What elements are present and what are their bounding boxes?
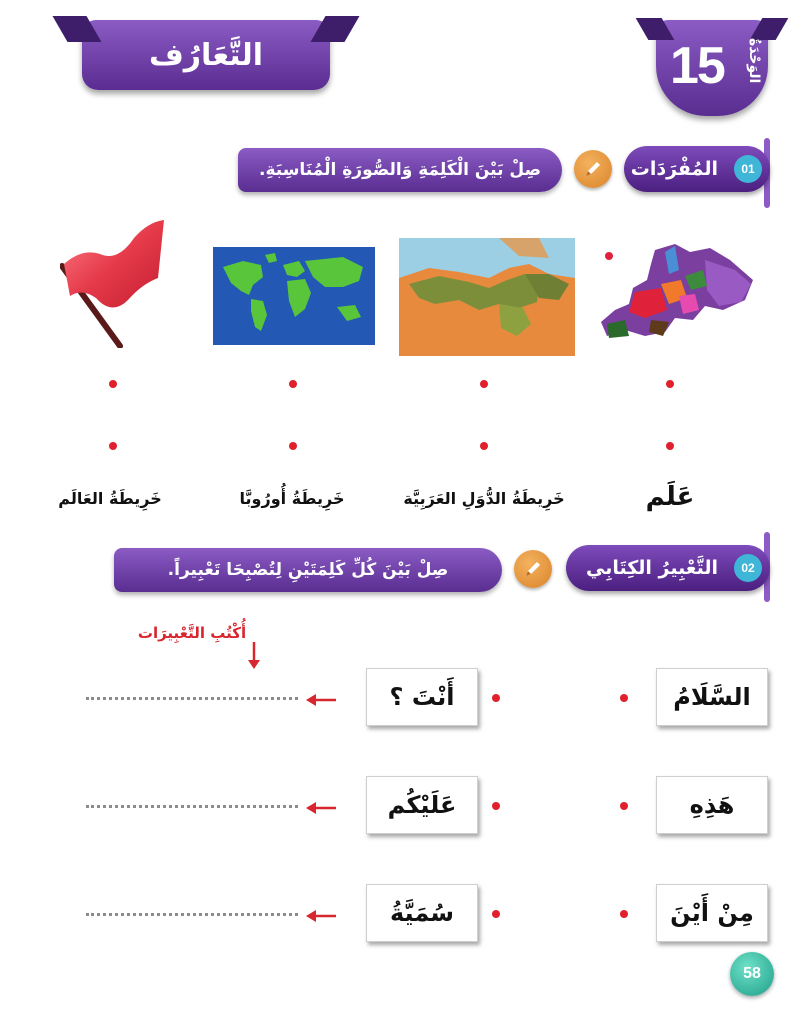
lesson-title: التَّعَارُف [148,37,264,73]
left-arrow-icon [306,694,336,706]
left-arrow-icon [306,802,336,814]
unit-number: 15 [670,37,724,95]
match-dot[interactable] [289,442,297,450]
match-dot[interactable] [289,380,297,388]
down-arrow-icon [247,642,261,670]
section-title: التَّعْبِيرُ الكِتَابِي [585,557,718,579]
world-map-image [213,247,375,345]
unit-label: الوَحْدَةُ [746,38,762,84]
instruction-banner [114,548,502,592]
word-europe-map: خَرِيطَةُ أُورُوبَّا [239,489,345,508]
word-flag: عَلَم [645,482,695,512]
match-dot[interactable] [492,802,500,810]
word-box-right: هَذِهِ [656,776,768,834]
match-dot[interactable] [480,380,488,388]
match-dot[interactable] [492,694,500,702]
pencil-icon [574,150,612,188]
word-box-right: السَّلَامُ [656,668,768,726]
europe-map-image [595,240,757,350]
match-dot[interactable] [492,910,500,918]
match-dot[interactable] [480,442,488,450]
word-arab-map: خَرِيطَةُ الدُّوَلِ العَرَبِيَّة [403,489,565,508]
match-dot[interactable] [109,442,117,450]
match-dot[interactable] [620,802,628,810]
match-dot[interactable] [620,910,628,918]
word-box-right: مِنْ أَيْنَ [656,884,768,942]
write-expressions-hint: أُكْتُبِ التَّعْبِيرَات [137,624,247,642]
answer-line[interactable] [86,697,298,700]
pencil-icon [514,550,552,588]
unit-badge [656,20,768,116]
page-number-badge [730,952,774,996]
instruction-text: صِلْ بَيْنَ الْكَلِمَةِ وَالصُّورَةِ الْمُنَاسِبَةِ. [259,160,542,180]
page-number: 58 [743,965,761,982]
match-dot[interactable] [620,694,628,702]
left-arrow-icon [306,910,336,922]
match-dot[interactable] [666,442,674,450]
match-dot[interactable] [666,380,674,388]
red-flag-image [60,218,168,348]
lesson-title-banner [82,20,330,90]
section-header-written-expression [566,545,770,591]
instruction-text: صِلْ بَيْنَ كُلِّ كَلِمَتَيْنِ لِتُصْبِحَا تَعْبِيراً. [167,560,449,580]
answer-line[interactable] [86,913,298,916]
instruction-banner [238,148,562,192]
answer-line[interactable] [86,805,298,808]
section-header-vocabulary [624,146,770,192]
word-world-map: خَرِيطَةُ العَالَم [58,489,162,508]
section-number-badge: 01 [734,155,762,183]
match-dot[interactable] [109,380,117,388]
word-box-left: سُمَيَّةُ [366,884,478,942]
section-number-badge: 02 [734,554,762,582]
word-box-left: عَلَيْكُم [366,776,478,834]
arab-world-map-image [399,238,575,356]
section-title: المُفْرَدَات [630,158,718,180]
word-box-left: أَنْتَ ؟ [366,668,478,726]
